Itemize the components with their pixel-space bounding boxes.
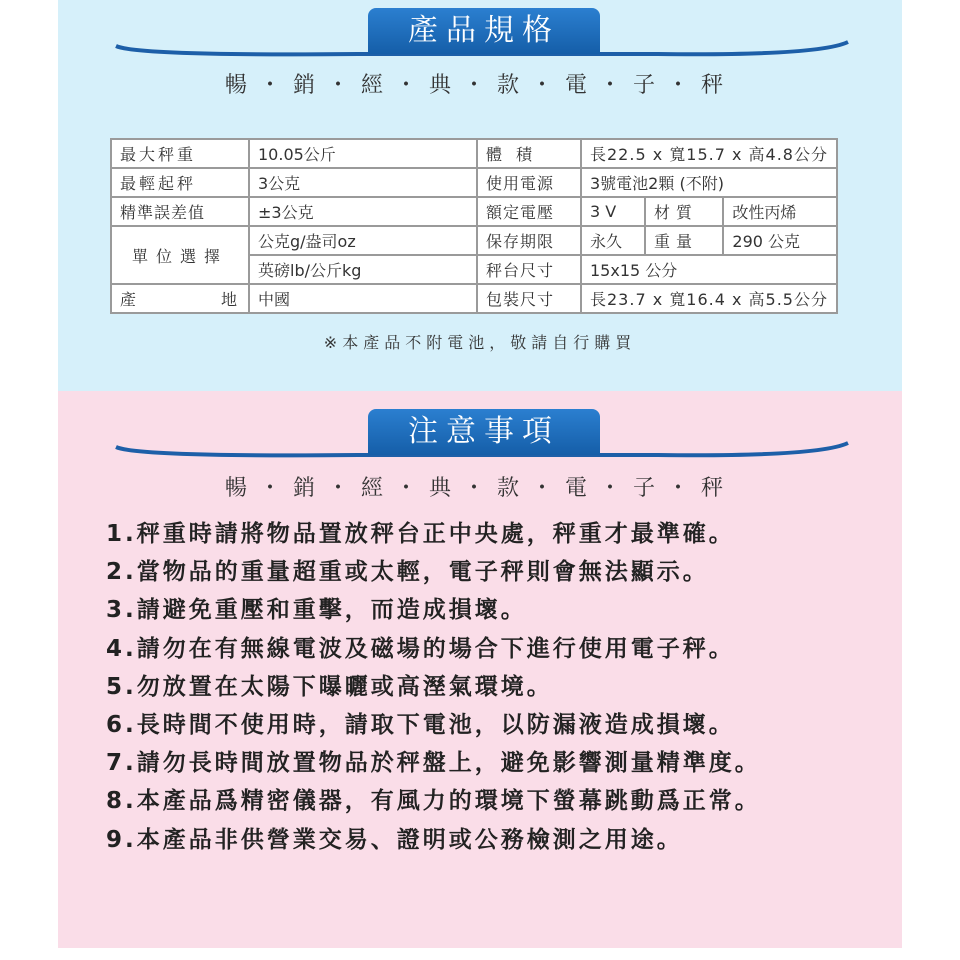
spec-value: 公克g/盎司oz: [249, 226, 477, 255]
spec-label: 材質: [645, 197, 723, 226]
spec-label: 產地: [111, 284, 249, 313]
spec-value: 290 公克: [723, 226, 837, 255]
spec-label: 保存期限: [477, 226, 581, 255]
spec-title: 產品規格: [368, 8, 600, 54]
list-item: 9.本產品非供營業交易、證明或公務檢測之用途。: [106, 826, 683, 853]
notice-title: 注意事項: [368, 409, 600, 455]
spec-subtitle: 暢・銷・經・典・款・電・子・秤: [224, 73, 735, 98]
notice-subtitle: 暢・銷・經・典・款・電・子・秤: [224, 476, 735, 501]
spec-value: 長23.7 x 寬16.4 x 高5.5公分: [581, 284, 837, 313]
spec-value: 改性丙烯: [723, 197, 837, 226]
list-item: 6.長時間不使用時，請取下電池，以防漏液造成損壞。: [106, 711, 735, 738]
spec-label: 使用電源: [477, 168, 581, 197]
spec-label: 額定電壓: [477, 197, 581, 226]
spec-label: 單位選擇: [111, 226, 249, 284]
spec-value: 永久: [581, 226, 645, 255]
spec-label: 秤台尺寸: [477, 255, 581, 284]
table-row: [111, 139, 837, 168]
spec-label: 最大秤重: [111, 139, 249, 168]
spec-value: 3公克: [249, 168, 477, 197]
notice-panel: [58, 391, 902, 948]
spec-value: 3 V: [581, 197, 645, 226]
spec-value: 長22.5 x 寬15.7 x 高4.8公分: [581, 139, 837, 168]
spec-table: [110, 138, 838, 314]
notice-header: [58, 391, 902, 481]
list-item: 7.請勿長時間放置物品於秤盤上，避免影響測量精準度。: [106, 750, 761, 777]
battery-note: ※本產品不附電池，敬請自行購買: [323, 333, 637, 352]
list-item: 2.當物品的重量超重或太輕，電子秤則會無法顯示。: [106, 559, 709, 586]
spec-value: ±3公克: [249, 197, 477, 226]
spec-value: 3號電池2顆 (不附): [581, 168, 837, 197]
spec-label: 包裝尺寸: [477, 284, 581, 313]
spec-value: 15x15 公分: [581, 255, 837, 284]
notice-list: [106, 515, 761, 859]
list-item: 8.本產品爲精密儀器，有風力的環境下螢幕跳動爲正常。: [106, 788, 761, 815]
list-item: 1.秤重時請將物品置放秤台正中央處，秤重才最準確。: [106, 521, 735, 547]
list-item: 3.請避免重壓和重擊，而造成損壞。: [106, 597, 527, 624]
table-row: [111, 197, 837, 226]
table-row: [111, 168, 837, 197]
spec-panel: [58, 0, 902, 391]
spec-label: 體積: [477, 139, 581, 168]
spec-label: 精準誤差值: [111, 197, 249, 226]
spec-label: 重量: [645, 226, 723, 255]
table-row: [111, 226, 837, 255]
spec-label: 最輕起秤: [111, 168, 249, 197]
table-row: [111, 284, 837, 313]
list-item: 4.請勿在有無線電波及磁場的場合下進行使用電子秤。: [106, 635, 735, 662]
spec-value: 10.05公斤: [249, 139, 477, 168]
spec-value: 英磅lb/公斤kg: [249, 255, 477, 284]
list-item: 5.勿放置在太陽下曝曬或高溼氣環境。: [106, 673, 553, 700]
spec-value: 中國: [249, 284, 477, 313]
